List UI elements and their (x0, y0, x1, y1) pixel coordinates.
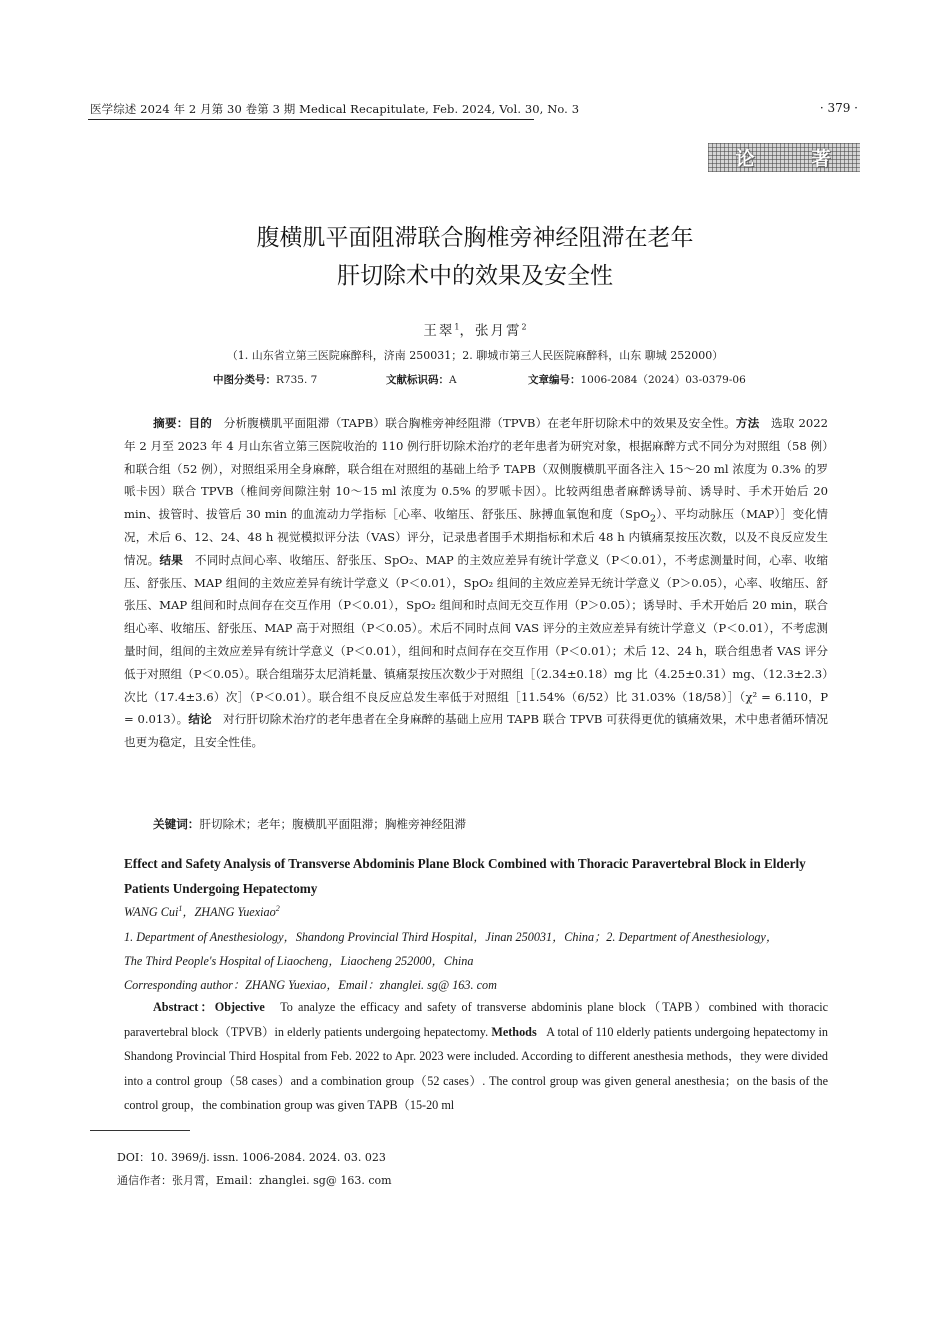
article-title-line-1: 腹横肌平面阻滞联合胸椎旁神经阻滞在老年 (256, 225, 694, 251)
keywords-value: 肝切除术；老年；腹横肌平面阻滞；胸椎旁神经阻滞 (199, 817, 467, 831)
objective-label: 目的 (188, 416, 213, 430)
author-2: 张月霄 (475, 323, 522, 339)
section-badge-char-1: 论 (735, 148, 757, 170)
clc-label: 中图分类号： (213, 374, 276, 386)
document-code (386, 372, 457, 387)
corresponding-author: Corresponding author：ZHANG Yuexiao，Email：zhanglei. sg@ 163. com (124, 978, 497, 992)
conclusion-text: 对行肝切除术治疗的老年患者在全身麻醉的基础上应用 TAPB 联合 TPVB 可获得更优的镇痛效果，术中患者循环情况也更为稳定，且安全性佳。 (124, 712, 828, 750)
english-authors (124, 903, 828, 920)
article-label: 文章编号： (528, 374, 581, 386)
footnote-rule (90, 1130, 190, 1131)
affiliation: （1. 山东省立第三医院麻醉科，济南 250031；2. 聊城市第三人民医院麻醉科，山东 聊城 252000） (226, 349, 724, 362)
english-abstract (124, 995, 828, 1118)
keywords-label: 关键词： (153, 817, 200, 831)
en-methods-text: A total of 110 elderly patients undergoing hepatectomy in Shandong Provincial Third Hospital from Feb. 2022 to Apr. 2023 were included. According to different anesthesia methods，they were divided into a control group（58 cases）and a combination group（52 cases）. The control group was given general anesthesia；on the basis of the control group，the combination group was given TAPB（15-20 ml (124, 1024, 829, 1113)
en-methods-label: Methods (491, 1024, 537, 1039)
author-1: 王翠 (423, 323, 455, 339)
en-author-separator: ， (182, 905, 195, 919)
results-text: 不同时点间心率、收缩压、舒张压、SpO₂、MAP 的主效应差异有统计学意义（P＜0.01），不考虑测量时间，心率、收缩压、舒张压、MAP 组间的主效应差异有统计学意义（P＜0.01），SpO₂ 组间的主效应差异无统计学意义（P＞0.05），心率、收缩压、舒张压、MAP 组间和时点间存在交互作用（P＜0.01），SpO₂ 组间和时点间无交互作用（P＞0.05）；诱导时、手术开始后 20 min，联合组心率、收缩压、舒张压、MAP 高于对照组（P＜0.05）。术后不同时点间 VAS 评分的主效应差异有统计学意义（P＜0.01），不考虑测量时间，组间的主效应差异有统计学意义（P＜0.01），组间和时点间存在交互作用（P＜0.01）；术后 12、24 h，联合组患者 VAS 评分低于对照组（P＜0.05）。联合组瑞芬太尼消耗量、镇痛泵按压次数少于对照组［（2.34±0.18）mg 比（4.25±0.31）mg、（12.3±2.3）次比（17.4±3.6）次］（P＜0.01）。联合组不良反应总发生率低于对照组［11.54%（6/52）比 31.03%（18/58）］（χ² = 6.110，P = 0.013）。 (124, 552, 828, 727)
english-title: Effect and Safety Analysis of Transverse Abdominis Plane Block Combined with Thoracic Paravertebral Block in Elderly Patients Undergoing Hepatectomy (124, 856, 806, 896)
en-author-1-affil: 1 (178, 903, 183, 913)
en-author-2-affil: 2 (275, 903, 280, 913)
methods-label: 方法 (735, 416, 760, 430)
article-value: 1006-2084（2024）03-0379-06 (580, 374, 746, 386)
clc-number (213, 372, 317, 387)
english-affiliation-line-1: 1. Department of Anesthesiology，Shandong Provincial Third Hospital，Jinan 250031，China；2. Department of Anesthesiology， (124, 930, 779, 944)
methods-text-continued: ）、平均动脉压（MAP）］变化情况，术后 6、12、24、48 h 视觉模拟评分法（VAS）评分，记录患者围手术期指标和术后 48 h 内镇痛泵按压次数，以及不良反应发生情况。 (124, 507, 828, 567)
chinese-abstract (124, 412, 828, 754)
english-affiliation-line-2: The Third People's Hospital of Liaocheng，Liaocheng 252000，China (124, 954, 474, 968)
en-abstract-label: Abstract： (153, 1000, 215, 1014)
section-badge (708, 143, 860, 172)
author-2-affil: 2 (521, 322, 527, 332)
doi-footnote: DOI：10. 3969/j. issn. 1006-2084. 2024. 03. 023 (117, 1151, 386, 1164)
header-rule (88, 119, 534, 120)
section-badge-char-2: 著 (811, 148, 833, 170)
conclusion-label: 结论 (188, 712, 212, 727)
en-author-2: ZHANG Yuexiao (194, 905, 276, 919)
en-objective-label: Objective (214, 1000, 265, 1014)
clc-value: R735. 7 (276, 374, 318, 386)
en-author-1: WANG Cui (124, 905, 179, 919)
page-number: · 379 · (819, 101, 858, 115)
author-1-affil: 1 (454, 322, 460, 332)
en-objective-text: To analyze the efficacy and safety of transverse abdominis plane block（TAPB）combined with thoracic paravertebral block（TPVB）in elderly patients undergoing hepatectomy. (124, 1000, 829, 1039)
abstract-label: 摘要： (153, 416, 189, 430)
doc-label: 文献标识码： (386, 374, 449, 386)
author-separator: ， (459, 323, 475, 339)
article-title-line-2: 肝切除术中的效果及安全性 (337, 263, 613, 289)
methods-text: 选取 2022 年 2 月至 2023 年 4 月山东省立第三医院收治的 110 例行肝切除术治疗的老年患者为研究对象，根据麻醉方式不同分为对照组（58 例）和联合组（52 例），对照组采用全身麻醉，联合组在对照组的基础上给予 TAPB（双侧腹横肌平面各注入 15～20 ml 浓度为 0.3% 的罗哌卡因）联合 TPVB（椎间旁间隙注射 10～15 ml 浓度为 0.5% 的罗哌卡因）。比较两组患者麻醉诱导前、诱导时、手术开始后 20 min、拔管时、拔管后 30 min 的血流动力学指标［心率、收缩压、舒张压、脉搏血氧饱和度（SpO (124, 416, 828, 522)
article-number (528, 372, 746, 387)
methods-subscript: 2 (649, 513, 657, 525)
results-label: 结果 (159, 552, 184, 567)
correspondence-footnote: 通信作者：张月霄，Email：zhanglei. sg@ 163. com (117, 1174, 392, 1187)
keywords (153, 816, 466, 832)
authors (0, 319, 950, 339)
journal-header: 医学综述 2024 年 2 月第 30 卷第 3 期 Medical Recapitulate, Feb. 2024, Vol. 30, No. 3 (90, 102, 580, 116)
doc-value: A (449, 374, 457, 386)
objective-text: 分析腹横肌平面阻滞（TAPB）联合胸椎旁神经阻滞（TPVB）在老年肝切除术中的效果及安全性。 (223, 416, 736, 430)
